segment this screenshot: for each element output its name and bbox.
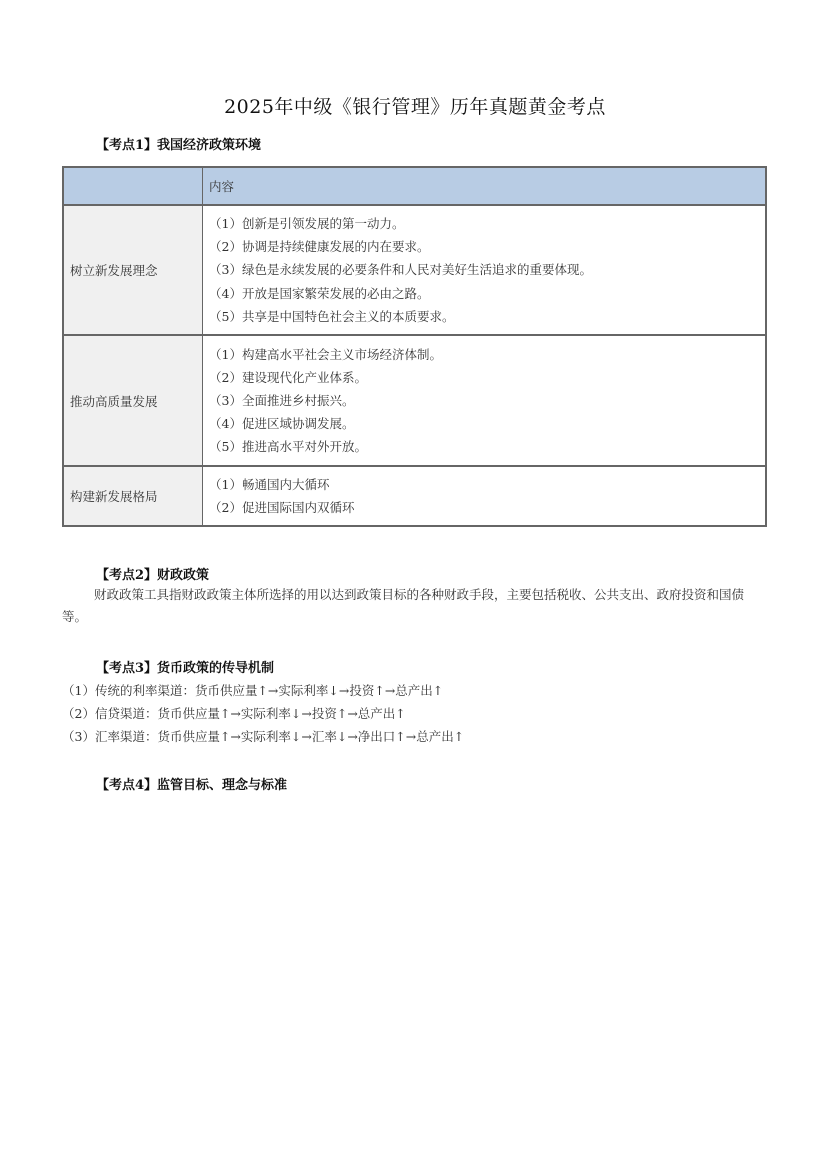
- transmission-line-exchange-rate: （3）汇率渠道：货币供应量↑→实际利率↓→汇率↓→净出口↑→总产出↑: [62, 729, 465, 744]
- table-header-cell-empty: [63, 167, 203, 205]
- row-label: 构建新发展格局: [63, 466, 203, 526]
- list-item: （4）开放是国家繁荣发展的必由之路。: [209, 285, 430, 301]
- table-row: [63, 466, 766, 526]
- table-row: [63, 335, 766, 466]
- list-item: （5）共享是中国特色社会主义的本质要求。: [209, 308, 455, 324]
- row-label: 推动高质量发展: [63, 335, 203, 466]
- table-header-row: [63, 167, 766, 205]
- section-heading-4: 【考点4】监管目标、理念与标准: [96, 778, 288, 793]
- transmission-line-interest-rate: （1）传统的利率渠道：货币供应量↑→实际利率↓→投资↑→总产出↑: [62, 683, 444, 698]
- list-item: （1）畅通国内大循环: [209, 477, 330, 493]
- section-heading-3: 【考点3】货币政策的传导机制: [96, 661, 275, 676]
- list-item: （2）促进国际国内双循环: [209, 500, 355, 516]
- row-content: [203, 466, 767, 526]
- list-item: （3）绿色是永续发展的必要条件和人民对美好生活追求的重要体现。: [209, 262, 592, 278]
- table-header-cell-content: 内容: [203, 167, 767, 205]
- fiscal-policy-paragraph: 财政政策工具指财政政策主体所选择的用以达到政策目标的各种财政手段，主要包括税收、公共支出、政府投资和国债等。: [62, 587, 745, 624]
- page-title: 2025年中级《银行管理》历年真题黄金考点: [224, 96, 606, 118]
- row-content: [203, 335, 767, 466]
- row-label: 树立新发展理念: [63, 205, 203, 335]
- list-item: （4）促进区域协调发展。: [209, 416, 355, 432]
- list-item: （1）创新是引领发展的第一动力。: [209, 216, 405, 231]
- table-row: [63, 205, 766, 335]
- list-item: （3）全面推进乡村振兴。: [209, 392, 355, 408]
- list-item: （2）协调是持续健康发展的内在要求。: [209, 239, 430, 255]
- transmission-line-credit: （2）信贷渠道：货币供应量↑→实际利率↓→投资↑→总产出↑: [62, 706, 406, 721]
- list-item: （5）推进高水平对外开放。: [209, 439, 367, 455]
- row-content: [203, 205, 767, 335]
- list-item: （2）建设现代化产业体系。: [209, 369, 367, 385]
- list-item: （1）构建高水平社会主义市场经济体制。: [209, 346, 442, 362]
- section-heading-2: 【考点2】财政政策: [96, 568, 210, 583]
- section-heading-1: 【考点1】我国经济政策环境: [96, 138, 262, 153]
- economic-policy-table: [62, 166, 767, 527]
